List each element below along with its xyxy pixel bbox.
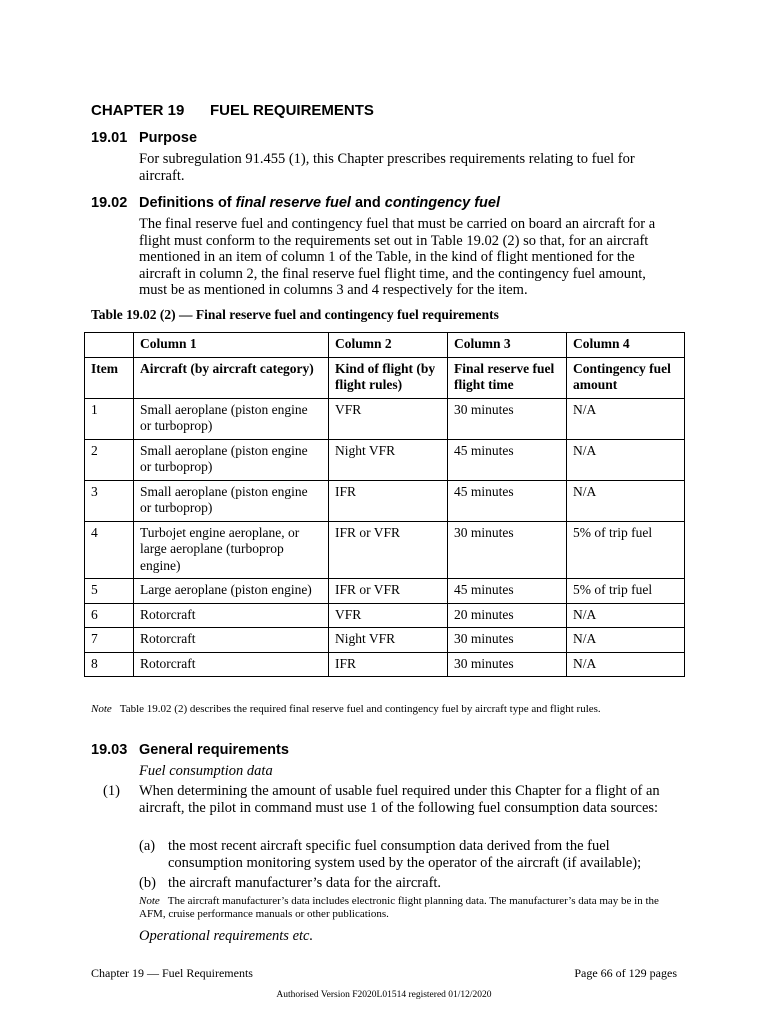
subsection-1-text: When determining the amount of usable fuel required under this Chapter for a flight of an aircraft, the pilot in command must use 1 of the following fuel consumption data sources: — [139, 783, 660, 816]
table-cell: 3 — [85, 480, 134, 521]
note-label: Note — [139, 895, 160, 907]
chapter-heading — [91, 102, 374, 119]
table-row — [85, 398, 685, 439]
table-cell: 8 — [85, 652, 134, 677]
table-row — [85, 628, 685, 653]
table-cell: IFR — [329, 652, 448, 677]
table-header-cell: Item — [85, 357, 134, 398]
section-19-03-heading — [91, 742, 289, 758]
table-cell: 30 minutes — [448, 521, 567, 579]
footer-authorised-version: Authorised Version F2020L01514 registered 01/12/2020 — [276, 990, 492, 1000]
table-row — [85, 480, 685, 521]
table-cell: 5% of trip fuel — [567, 579, 685, 604]
table-cell: Small aeroplane (piston engine or turboprop) — [134, 398, 329, 439]
table-cell: N/A — [567, 628, 685, 653]
table-cell: 20 minutes — [448, 603, 567, 628]
table-cell: N/A — [567, 480, 685, 521]
section-title-mid: and — [350, 195, 385, 211]
section-title-term-2: contingency fuel — [384, 195, 500, 211]
table-cell: 30 minutes — [448, 628, 567, 653]
fuel-requirements-table — [84, 332, 685, 677]
table-cell: N/A — [567, 603, 685, 628]
footer-page-number: Page 66 of 129 pages — [574, 966, 677, 980]
section-number: 19.03 — [91, 742, 128, 758]
table-cell: 1 — [85, 398, 134, 439]
table-cell: VFR — [329, 603, 448, 628]
note-label: Note — [91, 703, 112, 715]
table-cell: N/A — [567, 398, 685, 439]
table-cell: 2 — [85, 439, 134, 480]
table-header-cell: Final reserve fuel flight time — [448, 357, 567, 398]
table-cell: Night VFR — [329, 628, 448, 653]
table-cell: Large aeroplane (piston engine) — [134, 579, 329, 604]
table-row — [85, 521, 685, 579]
paragraph-b-number: (b) — [139, 875, 156, 891]
table-body — [85, 333, 685, 677]
table-cell: 45 minutes — [448, 579, 567, 604]
table-cell: Small aeroplane (piston engine or turboprop) — [134, 480, 329, 521]
paragraph-a-number: (a) — [139, 838, 156, 854]
section-number: 19.02 — [91, 195, 128, 211]
table-cell: 6 — [85, 603, 134, 628]
section-19-02-body: The final reserve fuel and contingency fuel that must be carried on board an aircraft for a flight must conform to the requirements set out in Table 19.02 (2) so that, for an aircraft mentioned in an item of column 1 of the Table, in the kind of flight mentioned for the aircraft in column 2, the final reserve fuel flight time, and the contingency fuel amount, must be as mentioned in columns 3 and 4 respectively for the item. — [139, 216, 656, 298]
table-cell: IFR or VFR — [329, 579, 448, 604]
table-cell: VFR — [329, 398, 448, 439]
table-cell: Turbojet engine aeroplane, or large aeroplane (turboprop engine) — [134, 521, 329, 579]
section-19-03-note — [139, 895, 669, 921]
table-cell: N/A — [567, 439, 685, 480]
chapter-title: FUEL REQUIREMENTS — [210, 102, 374, 119]
paragraph-a-text: the most recent aircraft specific fuel consumption data derived from the fuel consumption monitoring system used by the operator of the aircraft (if available); — [168, 838, 642, 871]
table-cell: 45 minutes — [448, 480, 567, 521]
table-cell: Night VFR — [329, 439, 448, 480]
table-header-cell: Aircraft (by aircraft category) — [134, 357, 329, 398]
section-19-01-heading — [91, 130, 197, 146]
table-cell: IFR or VFR — [329, 521, 448, 579]
section-title: General requirements — [139, 742, 289, 758]
table-row — [85, 603, 685, 628]
note-text: The aircraft manufacturer’s data includes electronic flight planning data. The manufacturer’s data may be in the AFM, cruise performance manuals or other publications. — [139, 895, 659, 920]
table-cell: 5% of trip fuel — [567, 521, 685, 579]
table-cell: Rotorcraft — [134, 603, 329, 628]
table-cell: Rotorcraft — [134, 628, 329, 653]
table-row — [85, 579, 685, 604]
table-header-row — [85, 357, 685, 398]
table-cell: 7 — [85, 628, 134, 653]
section-19-01-body: For subregulation 91.455 (1), this Chapter prescribes requirements relating to fuel for aircraft. — [139, 151, 635, 184]
footer-chapter-title: Chapter 19 — Fuel Requirements — [91, 966, 253, 980]
subheading-fuel-consumption-data: Fuel consumption data — [139, 763, 273, 779]
section-number: 19.01 — [91, 130, 128, 146]
table-cell: Column 1 — [134, 333, 329, 358]
section-title-term-1: final reserve fuel — [235, 195, 351, 211]
section-19-02-heading — [91, 195, 500, 211]
table-cell: Rotorcraft — [134, 652, 329, 677]
table-cell — [85, 333, 134, 358]
table-caption: Table 19.02 (2) — Final reserve fuel and contingency fuel requirements — [91, 307, 499, 322]
table-cell: Column 2 — [329, 333, 448, 358]
table-header-cell: Contingency fuel amount — [567, 357, 685, 398]
table-cell: 30 minutes — [448, 398, 567, 439]
table-header-cell: Kind of flight (by flight rules) — [329, 357, 448, 398]
table-row — [85, 439, 685, 480]
table-cell: N/A — [567, 652, 685, 677]
table-cell: 30 minutes — [448, 652, 567, 677]
section-title-pre: Definitions of — [139, 195, 236, 211]
table-note — [91, 703, 671, 716]
table-row — [85, 652, 685, 677]
table-cell: 45 minutes — [448, 439, 567, 480]
table-column-row — [85, 333, 685, 358]
table-cell: Small aeroplane (piston engine or turboprop) — [134, 439, 329, 480]
table-cell: IFR — [329, 480, 448, 521]
table-cell: Column 4 — [567, 333, 685, 358]
subsection-number: (1) — [103, 783, 120, 799]
table-cell: 5 — [85, 579, 134, 604]
chapter-number: CHAPTER 19 — [91, 102, 185, 119]
table-cell: Column 3 — [448, 333, 567, 358]
subheading-operational-requirements: Operational requirements etc. — [139, 928, 314, 944]
section-title: Purpose — [139, 130, 198, 146]
table-cell: 4 — [85, 521, 134, 579]
note-text: Table 19.02 (2) describes the required final reserve fuel and contingency fuel by aircraft type and flight rules. — [119, 703, 601, 715]
paragraph-b-text: the aircraft manufacturer’s data for the aircraft. — [168, 875, 442, 891]
